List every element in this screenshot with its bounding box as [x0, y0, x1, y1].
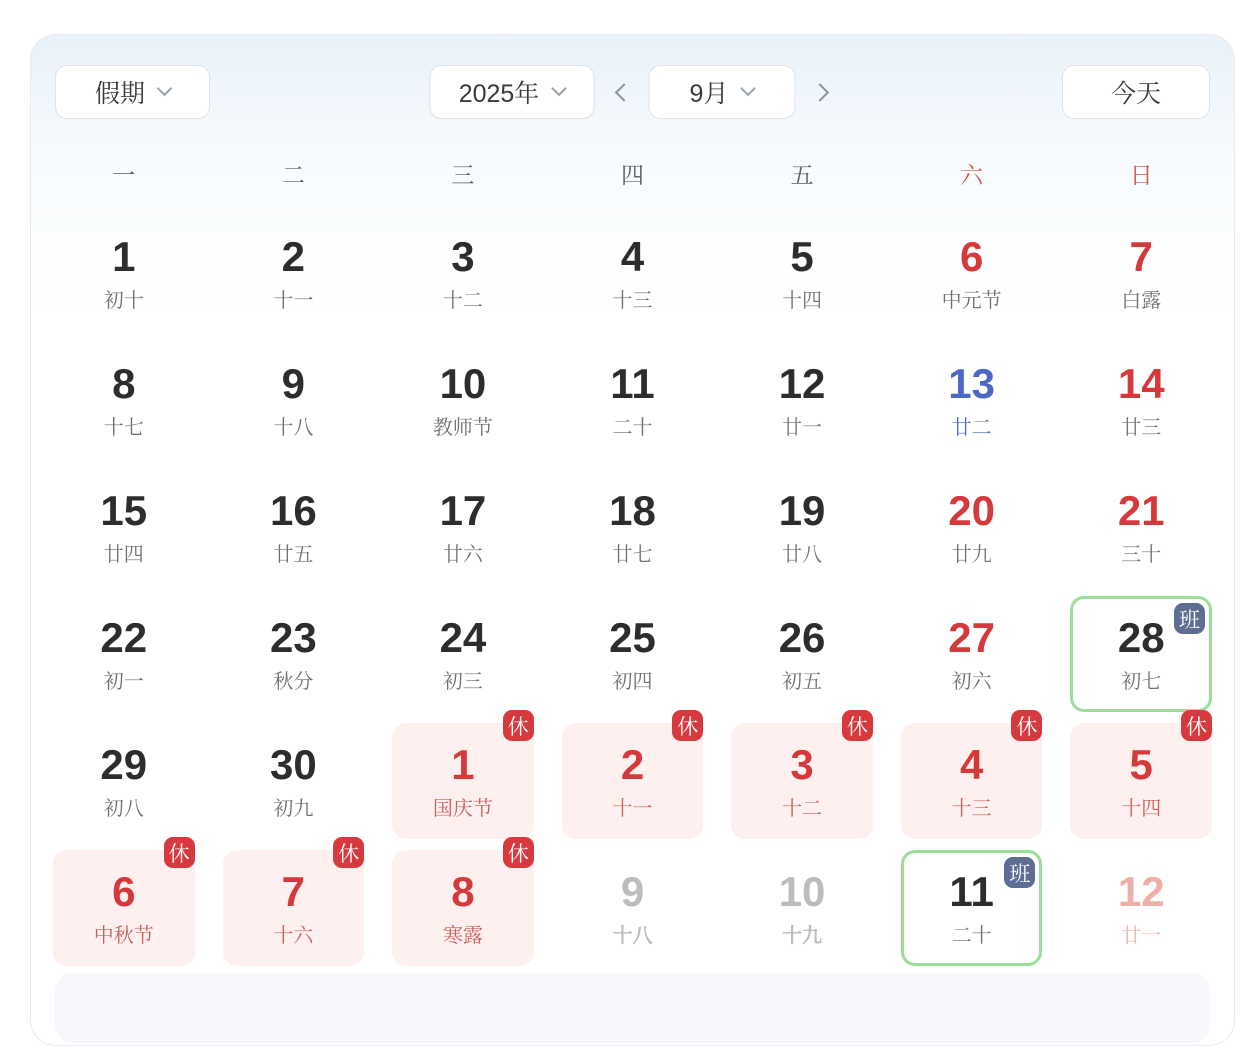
lunar-label: 中元节: [941, 289, 1002, 312]
day-cell[interactable]: [562, 469, 704, 585]
day-cell[interactable]: [562, 850, 704, 966]
day-cell[interactable]: [731, 850, 873, 966]
day-number: 19: [778, 486, 826, 534]
day-cell[interactable]: [392, 469, 534, 585]
rest-badge: 休: [672, 710, 703, 741]
day-number: 11: [949, 867, 994, 915]
day-cell[interactable]: [53, 596, 195, 712]
day-number: 13: [948, 359, 995, 407]
day-cell[interactable]: [53, 469, 195, 585]
day-number: 9: [281, 359, 306, 407]
holiday-filter-label: 假期: [94, 80, 145, 108]
day-cell[interactable]: [223, 842, 365, 966]
calendar-toolbar: [55, 65, 1210, 119]
today-button-label: 今天: [1110, 80, 1161, 108]
day-cell[interactable]: [901, 215, 1043, 331]
day-number: 25: [609, 613, 656, 661]
weekday-label: 六: [960, 162, 984, 188]
work-badge: 班: [1174, 603, 1205, 634]
holiday-detail-panel[interactable]: [55, 973, 1210, 1043]
day-cell[interactable]: [901, 715, 1043, 839]
day-cell[interactable]: [223, 723, 365, 839]
lunar-label: 廿九: [951, 543, 992, 566]
day-number: 7: [281, 867, 306, 915]
lunar-label: 寒露: [442, 924, 483, 947]
lunar-label: 十二: [782, 797, 823, 820]
lunar-label: 十八: [612, 924, 653, 947]
lunar-label: 廿七: [612, 543, 653, 566]
day-number: 15: [100, 486, 148, 534]
day-cell[interactable]: [1070, 596, 1212, 712]
lunar-label: 国庆节: [432, 797, 493, 820]
day-number: 30: [269, 740, 317, 788]
lunar-label: 十一: [612, 797, 653, 820]
lunar-label: 十三: [951, 797, 992, 820]
day-cell[interactable]: [1070, 850, 1212, 966]
weekday-label: 一: [112, 162, 136, 188]
day-cell[interactable]: [562, 596, 704, 712]
day-cell[interactable]: [562, 715, 704, 839]
day-cell[interactable]: [731, 342, 873, 458]
day-cell[interactable]: [392, 715, 534, 839]
day-number: 6: [112, 867, 136, 915]
day-cell[interactable]: [223, 215, 365, 331]
rest-badge: 休: [164, 837, 195, 868]
day-number: 8: [451, 867, 475, 915]
year-select[interactable]: [429, 65, 594, 119]
day-cell[interactable]: [223, 342, 365, 458]
lunar-label: 廿一: [782, 416, 823, 439]
day-cell[interactable]: [392, 596, 534, 712]
day-number: 12: [778, 359, 826, 407]
lunar-label: 初十: [103, 289, 144, 312]
weekday-header-row: [39, 157, 1226, 190]
day-number: 29: [100, 740, 148, 788]
day-cell[interactable]: [731, 469, 873, 585]
rest-badge: 休: [503, 837, 534, 868]
day-cell[interactable]: [223, 469, 365, 585]
day-number: 5: [790, 232, 814, 280]
day-cell[interactable]: [223, 596, 365, 712]
year-select-label: 2025年: [458, 80, 540, 108]
lunar-label: 二十: [612, 416, 653, 439]
day-cell[interactable]: [901, 469, 1043, 585]
lunar-label: 廿二: [951, 416, 992, 439]
day-cell[interactable]: [562, 215, 704, 331]
day-number: 5: [1129, 740, 1153, 788]
day-number: 22: [100, 613, 148, 661]
day-cell[interactable]: [1070, 715, 1212, 839]
day-number: 4: [620, 232, 645, 280]
day-cell[interactable]: [53, 215, 195, 331]
chevron-down-icon: [740, 81, 756, 97]
day-cell[interactable]: [53, 842, 195, 966]
lunar-label: 初八: [103, 797, 144, 820]
day-number: 8: [112, 359, 136, 407]
rest-badge: 休: [1011, 710, 1042, 741]
day-cell[interactable]: [392, 842, 534, 966]
day-number: 28: [1117, 613, 1165, 661]
day-cell[interactable]: [392, 342, 534, 458]
rest-badge: 休: [333, 837, 364, 868]
day-number: 3: [790, 740, 814, 788]
lunar-label: 初九: [273, 797, 314, 820]
month-select[interactable]: [648, 65, 795, 119]
day-cell[interactable]: [731, 715, 873, 839]
rest-badge: 休: [842, 710, 873, 741]
lunar-label: 十八: [273, 416, 314, 439]
lunar-label: 廿六: [442, 543, 483, 566]
day-number: 7: [1129, 232, 1153, 280]
lunar-label: 初四: [612, 670, 653, 693]
day-number: 24: [439, 613, 487, 661]
date-navigation: [429, 65, 836, 119]
rest-badge: 休: [1181, 710, 1212, 741]
day-cell[interactable]: [562, 342, 704, 458]
day-cell[interactable]: [731, 596, 873, 712]
day-number: 17: [439, 486, 487, 534]
weekday-label: 二: [281, 162, 305, 188]
day-number: 14: [1117, 359, 1165, 407]
weekday-label: 五: [790, 162, 814, 188]
lunar-label: 初三: [442, 670, 483, 693]
weekday-label: 三: [451, 162, 475, 188]
lunar-label: 十四: [782, 289, 823, 312]
weekday-label: 四: [620, 162, 644, 188]
prev-month-button[interactable]: [607, 78, 635, 106]
lunar-label: 三十: [1121, 543, 1162, 566]
chevron-down-icon: [551, 81, 567, 97]
lunar-label: 二十: [951, 924, 992, 947]
weekday-label: 日: [1129, 162, 1153, 188]
lunar-label: 秋分: [273, 670, 314, 693]
lunar-label: 廿三: [1121, 416, 1162, 439]
rest-badge: 休: [503, 710, 534, 741]
lunar-label: 廿八: [782, 543, 823, 566]
day-cell[interactable]: [901, 342, 1043, 458]
day-cell[interactable]: [901, 850, 1043, 966]
lunar-label: 教师节: [432, 416, 493, 439]
calendar-grid: [39, 210, 1226, 972]
day-number: 26: [778, 613, 826, 661]
lunar-label: 十七: [103, 416, 144, 439]
day-cell[interactable]: [392, 215, 534, 331]
lunar-label: 初一: [103, 670, 144, 693]
day-number: 18: [609, 486, 656, 534]
lunar-label: 十九: [782, 924, 823, 947]
day-number: 2: [620, 740, 645, 788]
day-number: 10: [439, 359, 487, 407]
chevron-down-icon: [157, 81, 173, 97]
day-cell[interactable]: [901, 596, 1043, 712]
day-number: 11: [610, 359, 655, 407]
day-cell[interactable]: [1070, 342, 1212, 458]
day-number: 1: [451, 740, 475, 788]
day-number: 4: [959, 740, 984, 788]
lunar-label: 十二: [442, 289, 483, 312]
day-number: 9: [620, 867, 645, 915]
lunar-label: 初六: [951, 670, 992, 693]
work-badge: 班: [1004, 857, 1035, 888]
lunar-label: 廿四: [103, 543, 144, 566]
day-number: 1: [112, 232, 136, 280]
lunar-label: 初七: [1121, 670, 1162, 693]
next-month-button[interactable]: [808, 78, 836, 106]
day-number: 27: [948, 613, 995, 661]
lunar-label: 白露: [1121, 289, 1162, 312]
day-number: 2: [281, 232, 306, 280]
lunar-label: 初五: [782, 670, 823, 693]
lunar-label: 十四: [1121, 797, 1162, 820]
day-number: 12: [1117, 867, 1165, 915]
holiday-filter-select[interactable]: [55, 65, 210, 119]
day-number: 21: [1117, 486, 1165, 534]
day-number: 6: [959, 232, 984, 280]
day-number: 16: [269, 486, 317, 534]
month-select-label: 9月: [689, 80, 729, 108]
day-number: 3: [451, 232, 475, 280]
lunar-label: 廿五: [273, 543, 314, 566]
day-number: 23: [269, 613, 317, 661]
lunar-label: 十六: [273, 924, 314, 947]
lunar-label: 十三: [612, 289, 653, 312]
day-cell[interactable]: [53, 342, 195, 458]
lunar-label: 十一: [273, 289, 314, 312]
day-number: 10: [778, 867, 826, 915]
day-cell[interactable]: [1070, 215, 1212, 331]
day-cell[interactable]: [1070, 469, 1212, 585]
calendar-card: [30, 34, 1235, 1046]
lunar-label: 廿一: [1121, 924, 1162, 947]
lunar-label: 中秋节: [93, 924, 154, 947]
day-cell[interactable]: [731, 215, 873, 331]
day-cell[interactable]: [53, 723, 195, 839]
today-button[interactable]: [1062, 65, 1210, 119]
day-number: 20: [948, 486, 995, 534]
